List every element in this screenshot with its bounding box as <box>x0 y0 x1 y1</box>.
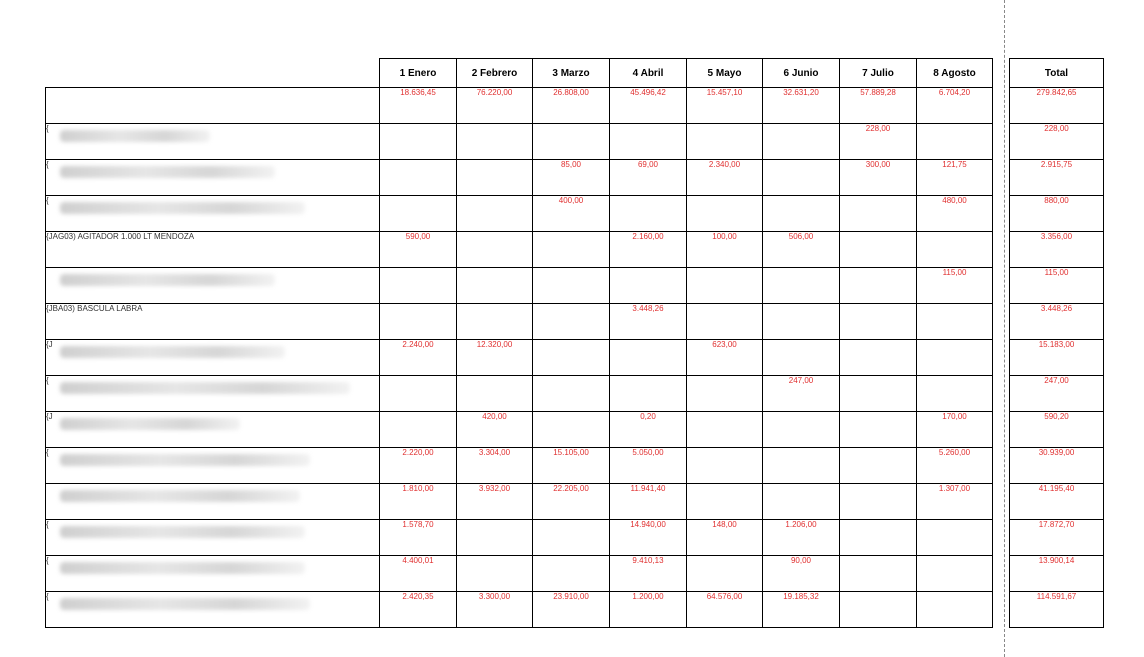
month-header: 5 Mayo <box>687 59 763 88</box>
month-value-cell <box>840 232 917 268</box>
row-label <box>46 160 380 196</box>
month-value-cell <box>380 124 457 160</box>
month-value-cell <box>687 304 763 340</box>
row-label-text: { <box>46 592 49 601</box>
header-blank-cell <box>46 59 380 88</box>
row-label-text: { <box>46 160 49 169</box>
column-gap <box>993 232 1010 268</box>
row-label-text: { <box>46 448 49 457</box>
header-row <box>46 59 1104 88</box>
column-gap <box>993 59 1010 88</box>
month-value-cell: 170,00 <box>917 412 993 448</box>
row-label-text: { <box>46 376 49 385</box>
table-row <box>46 448 1104 484</box>
month-header: 8 Agosto <box>917 59 993 88</box>
column-gap <box>993 268 1010 304</box>
month-value-cell <box>840 340 917 376</box>
row-total-cell: 13.900,14 <box>1010 556 1104 592</box>
month-value-cell <box>380 304 457 340</box>
table-row <box>46 160 1104 196</box>
month-header: 6 Junio <box>763 59 840 88</box>
month-value-cell <box>840 448 917 484</box>
month-value-cell <box>533 304 610 340</box>
month-value-cell <box>917 592 993 628</box>
totals-row-value: 15.457,10 <box>687 88 763 124</box>
month-value-cell <box>457 124 533 160</box>
month-value-cell: 2.340,00 <box>687 160 763 196</box>
totals-row-value: 45.496,42 <box>610 88 687 124</box>
month-header: 3 Marzo <box>533 59 610 88</box>
month-value-cell: 121,75 <box>917 160 993 196</box>
row-label <box>46 484 380 520</box>
month-value-cell <box>533 412 610 448</box>
month-value-cell: 15.105,00 <box>533 448 610 484</box>
month-value-cell <box>917 340 993 376</box>
month-value-cell: 480,00 <box>917 196 993 232</box>
month-value-cell <box>763 124 840 160</box>
month-value-cell <box>763 304 840 340</box>
totals-row <box>46 88 1104 124</box>
month-value-cell <box>763 484 840 520</box>
table-row <box>46 520 1104 556</box>
month-value-cell <box>380 196 457 232</box>
table-row <box>46 232 1104 268</box>
month-value-cell <box>610 340 687 376</box>
month-value-cell: 5.260,00 <box>917 448 993 484</box>
month-value-cell: 9.410,13 <box>610 556 687 592</box>
row-label <box>46 232 380 268</box>
month-value-cell <box>840 268 917 304</box>
totals-row-label <box>46 88 380 124</box>
month-value-cell: 23.910,00 <box>533 592 610 628</box>
month-value-cell: 19.185,32 <box>763 592 840 628</box>
month-value-cell <box>763 448 840 484</box>
table-row <box>46 376 1104 412</box>
row-label <box>46 268 380 304</box>
table-row <box>46 484 1104 520</box>
month-value-cell <box>840 484 917 520</box>
row-total-cell: 41.195,40 <box>1010 484 1104 520</box>
month-value-cell <box>687 412 763 448</box>
month-value-cell <box>533 232 610 268</box>
month-value-cell <box>457 160 533 196</box>
month-value-cell <box>917 232 993 268</box>
table-row <box>46 556 1104 592</box>
row-label-text: {JAG03) AGITADOR 1.000 LT MENDOZA <box>46 232 195 241</box>
table-row <box>46 304 1104 340</box>
table-row <box>46 340 1104 376</box>
row-label <box>46 448 380 484</box>
month-value-cell <box>533 556 610 592</box>
month-value-cell <box>840 196 917 232</box>
month-value-cell <box>840 412 917 448</box>
row-label-text: { <box>46 520 49 529</box>
month-header: 7 Julio <box>840 59 917 88</box>
month-value-cell: 100,00 <box>687 232 763 268</box>
month-value-cell: 1.206,00 <box>763 520 840 556</box>
month-value-cell: 3.300,00 <box>457 592 533 628</box>
month-value-cell: 3.448,26 <box>610 304 687 340</box>
column-gap <box>993 88 1010 124</box>
month-value-cell: 1.200,00 <box>610 592 687 628</box>
month-value-cell: 247,00 <box>763 376 840 412</box>
row-total-cell: 3.448,26 <box>1010 304 1104 340</box>
column-gap <box>993 484 1010 520</box>
total-header: Total <box>1010 59 1104 88</box>
month-value-cell <box>687 268 763 304</box>
report-table <box>45 58 1104 628</box>
month-value-cell: 12.320,00 <box>457 340 533 376</box>
month-value-cell <box>840 304 917 340</box>
table-row <box>46 412 1104 448</box>
redaction-blur <box>60 274 275 286</box>
month-value-cell <box>610 268 687 304</box>
month-value-cell <box>763 160 840 196</box>
month-value-cell <box>457 196 533 232</box>
month-header: 2 Febrero <box>457 59 533 88</box>
month-value-cell <box>457 556 533 592</box>
row-total-cell: 115,00 <box>1010 268 1104 304</box>
column-gap <box>993 376 1010 412</box>
row-total-cell: 2.915,75 <box>1010 160 1104 196</box>
month-value-cell: 0,20 <box>610 412 687 448</box>
month-value-cell <box>610 196 687 232</box>
redaction-blur <box>60 598 310 610</box>
redaction-blur <box>60 346 285 358</box>
month-value-cell: 64.576,00 <box>687 592 763 628</box>
totals-row-value: 57.889,28 <box>840 88 917 124</box>
row-label <box>46 592 380 628</box>
table-row <box>46 124 1104 160</box>
month-value-cell <box>610 124 687 160</box>
redaction-blur <box>60 382 350 394</box>
month-value-cell: 590,00 <box>380 232 457 268</box>
month-value-cell <box>840 520 917 556</box>
row-total-cell: 17.872,70 <box>1010 520 1104 556</box>
row-label-text: { <box>46 556 49 565</box>
row-label-text: {J <box>46 412 53 421</box>
month-value-cell: 3.932,00 <box>457 484 533 520</box>
month-value-cell: 85,00 <box>533 160 610 196</box>
month-value-cell <box>533 340 610 376</box>
row-label <box>46 412 380 448</box>
month-value-cell: 4.400,01 <box>380 556 457 592</box>
month-value-cell <box>533 520 610 556</box>
month-value-cell: 22.205,00 <box>533 484 610 520</box>
month-value-cell <box>380 376 457 412</box>
month-value-cell <box>687 556 763 592</box>
row-total-cell: 228,00 <box>1010 124 1104 160</box>
month-value-cell <box>533 268 610 304</box>
totals-row-value: 76.220,00 <box>457 88 533 124</box>
row-label <box>46 340 380 376</box>
month-value-cell: 1.578,70 <box>380 520 457 556</box>
row-label-text: { <box>46 124 49 133</box>
month-value-cell <box>687 196 763 232</box>
row-label <box>46 376 380 412</box>
month-value-cell <box>917 124 993 160</box>
row-label-text: {JBA03) BASCULA LABRA <box>46 304 143 313</box>
month-value-cell <box>917 304 993 340</box>
month-value-cell <box>457 304 533 340</box>
month-value-cell <box>457 232 533 268</box>
redaction-blur <box>60 418 240 430</box>
totals-row-value: 18.636,45 <box>380 88 457 124</box>
month-value-cell <box>917 556 993 592</box>
month-value-cell: 115,00 <box>917 268 993 304</box>
column-gap <box>993 196 1010 232</box>
month-value-cell <box>840 556 917 592</box>
row-total-cell: 114.591,67 <box>1010 592 1104 628</box>
month-value-cell: 1.307,00 <box>917 484 993 520</box>
redaction-blur <box>60 202 305 214</box>
row-total-cell: 3.356,00 <box>1010 232 1104 268</box>
month-value-cell: 2.240,00 <box>380 340 457 376</box>
month-value-cell <box>917 376 993 412</box>
month-value-cell <box>917 520 993 556</box>
row-label <box>46 124 380 160</box>
month-value-cell <box>840 376 917 412</box>
redaction-blur <box>60 166 275 178</box>
month-value-cell <box>533 124 610 160</box>
redaction-blur <box>60 562 305 574</box>
row-label <box>46 196 380 232</box>
redaction-blur <box>60 130 210 142</box>
row-label <box>46 556 380 592</box>
row-total-cell: 247,00 <box>1010 376 1104 412</box>
month-value-cell <box>763 268 840 304</box>
month-value-cell <box>687 376 763 412</box>
month-value-cell: 1.810,00 <box>380 484 457 520</box>
row-label <box>46 304 380 340</box>
month-value-cell <box>457 376 533 412</box>
column-gap <box>993 160 1010 196</box>
month-value-cell: 2.420,35 <box>380 592 457 628</box>
column-gap <box>993 340 1010 376</box>
totals-row-value: 6.704,20 <box>917 88 993 124</box>
redaction-blur <box>60 454 310 466</box>
month-value-cell: 300,00 <box>840 160 917 196</box>
month-value-cell <box>687 124 763 160</box>
month-value-cell: 2.160,00 <box>610 232 687 268</box>
table-row <box>46 592 1104 628</box>
column-gap <box>993 124 1010 160</box>
grand-total-value: 279.842,65 <box>1010 88 1104 124</box>
redaction-blur <box>60 490 300 502</box>
month-value-cell <box>380 160 457 196</box>
row-label-text: { <box>46 196 49 205</box>
month-value-cell <box>763 340 840 376</box>
column-gap <box>993 448 1010 484</box>
month-value-cell: 90,00 <box>763 556 840 592</box>
month-value-cell <box>457 520 533 556</box>
totals-row-value: 32.631,20 <box>763 88 840 124</box>
month-header: 4 Abril <box>610 59 687 88</box>
month-value-cell <box>687 484 763 520</box>
row-total-cell: 15.183,00 <box>1010 340 1104 376</box>
column-gap <box>993 304 1010 340</box>
month-value-cell: 400,00 <box>533 196 610 232</box>
month-value-cell: 14.940,00 <box>610 520 687 556</box>
month-value-cell: 11.941,40 <box>610 484 687 520</box>
month-value-cell: 69,00 <box>610 160 687 196</box>
month-value-cell <box>533 376 610 412</box>
month-value-cell: 420,00 <box>457 412 533 448</box>
column-gap <box>993 592 1010 628</box>
month-value-cell: 148,00 <box>687 520 763 556</box>
table-row <box>46 268 1104 304</box>
redaction-blur <box>60 526 305 538</box>
row-total-cell: 30.939,00 <box>1010 448 1104 484</box>
month-value-cell: 623,00 <box>687 340 763 376</box>
row-total-cell: 590,20 <box>1010 412 1104 448</box>
month-value-cell <box>380 268 457 304</box>
row-label <box>46 520 380 556</box>
month-value-cell: 2.220,00 <box>380 448 457 484</box>
row-total-cell: 880,00 <box>1010 196 1104 232</box>
table-row <box>46 196 1104 232</box>
month-header: 1 Enero <box>380 59 457 88</box>
column-gap <box>993 556 1010 592</box>
totals-row-value: 26.808,00 <box>533 88 610 124</box>
month-value-cell: 506,00 <box>763 232 840 268</box>
month-value-cell <box>610 376 687 412</box>
column-gap <box>993 520 1010 556</box>
column-gap <box>993 412 1010 448</box>
row-label-text: {J <box>46 340 53 349</box>
month-value-cell <box>687 448 763 484</box>
month-value-cell: 5.050,00 <box>610 448 687 484</box>
month-value-cell <box>763 412 840 448</box>
month-value-cell <box>763 196 840 232</box>
month-value-cell: 228,00 <box>840 124 917 160</box>
month-value-cell <box>457 268 533 304</box>
month-value-cell <box>840 592 917 628</box>
month-value-cell: 3.304,00 <box>457 448 533 484</box>
month-value-cell <box>380 412 457 448</box>
